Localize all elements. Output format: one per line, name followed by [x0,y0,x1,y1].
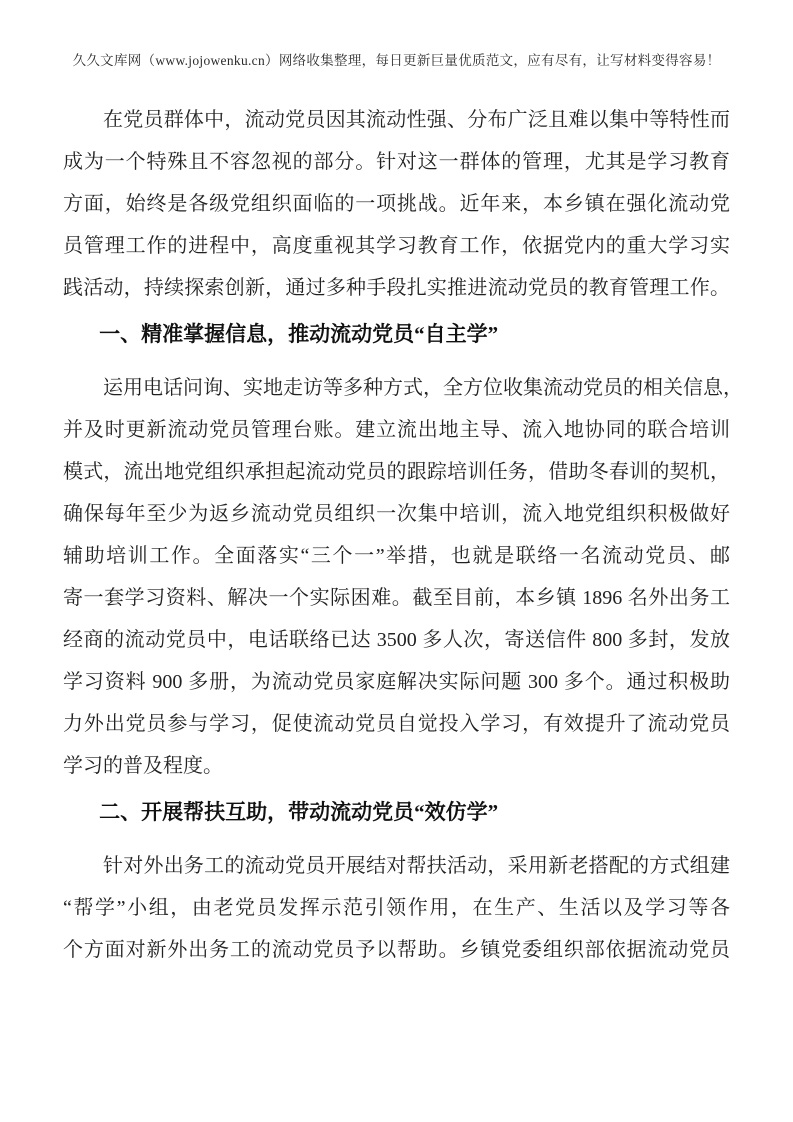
document-line: 确保每年至少为返乡流动党员组织一次集中培训，流入地党组织积极做好 [63,503,730,525]
document-line: 寄一套学习资料、解决一个实际困难。截至目前，本乡镇 1896 名外出务工 [63,587,730,609]
document-content [63,99,743,971]
document-line: 模式，流出地党组织承担起流动党员的跟踪培训任务，借助冬春训的契机， [63,461,730,483]
document-line: 针对外出务工的流动党员开展结对帮扶活动，采用新老搭配的方式组建 [103,855,730,877]
section-heading: 二、开展帮扶互助，带动流动党员“效仿学” [99,800,499,824]
document-line: 并及时更新流动党员管理台账。建立流出地主导、流入地协同的联合培训 [63,419,730,441]
document-line: 个方面对新外出务工的流动党员予以帮助。乡镇党委组织部依据流动党员 [63,939,730,961]
document-line: 运用电话问询、实地走访等多种方式，全方位收集流动党员的相关信息， [103,377,743,399]
document-line: 方面，始终是各级党组织面临的一项挑战。近年来，本乡镇在强化流动党 [63,193,730,215]
document-line: 学习资料 900 多册，为流动党员家庭解决实际问题 300 多个。通过积极助 [63,671,730,693]
document-line: 力外出党员参与学习，促使流动党员自觉投入学习，有效提升了流动党员 [63,713,730,735]
document-line: 学习的普及程度。 [63,755,223,777]
section-heading: 一、精准掌握信息，推动流动党员“自主学” [99,322,499,346]
body-paragraph [63,845,730,971]
document-line: 员管理工作的进程中，高度重视其学习教育工作，依据党内的重大学习实 [63,235,730,257]
document-line: “帮学”小组，由老党员发挥示范引领作用，在生产、生活以及学习等各 [63,897,730,919]
watermark-header-text: 久久文库网（www.jojowenku.cn）网络收集整理，每日更新巨量优质范文，应有尽有，让写材料变得容易！ [72,53,721,68]
document-line: 成为一个特殊且不容忽视的部分。针对这一群体的管理，尤其是学习教育 [63,151,730,173]
document-line: 践活动，持续探索创新，通过多种手段扎实推进流动党员的教育管理工作。 [63,277,730,299]
body-paragraph [63,99,730,309]
document-line: 辅助培训工作。全面落实“三个一”举措，也就是联络一名流动党员、邮 [63,545,730,567]
document-line: 在党员群体中，流动党员因其流动性强、分布广泛且难以集中等特性而 [103,109,730,131]
body-paragraph [63,367,743,787]
document-line: 经商的流动党员中，电话联络已达 3500 多人次，寄送信件 800 多封，发放 [63,629,730,651]
